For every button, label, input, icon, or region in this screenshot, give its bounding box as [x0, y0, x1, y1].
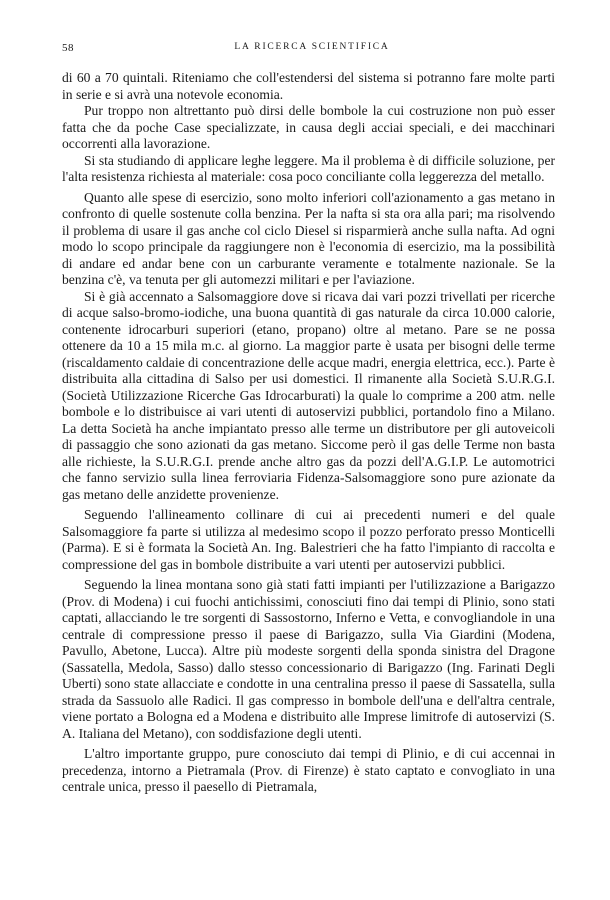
paragraph: Seguendo la linea montana sono già stati fatti impianti per l'utilizzazione a Barigazzo (Prov. di Modena) i cui fuochi antichissimi, conosciuti fino dai tempi di Plinio, sono stati captati, allacciando le tre sorgenti di Sassostorno, Inferno e Vetta, e convogliandole in una centrale di compressione presso il paese di Barigazzo, sulla Via Giardini (Modena, Pavullo, Abetone, Lucca). Altre più modeste sorgenti della sponda sinistra del Dragone (Sassatella, Medola, Sasso) dallo stesso concessionario di Barigazzo (Ing. Farinati Degli Uberti) sono state allacciate e condotte in una centralina presso il paese di Sassatella, sulla strada da Sassuolo alle Radici. Il gas compresso in bombole dell'una e dell'altra centrale, viene portato a Bologna ed a Modena e distribuito alle Imprese limitrofe di autoservizi (S. A. Italiana del Metano), con soddisfazione degli utenti.: [62, 577, 555, 741]
paragraph: Si sta studiando di applicare leghe leggere. Ma il problema è di difficile soluzione, per l'alta resistenza richiesta al materiale: cosa poco conciliante colla leggerezza del metallo.: [62, 152, 555, 184]
paragraph: Si è già accennato a Salsomaggiore dove si ricava dai vari pozzi trivellati per ricerche di acque salso-bromo-iodiche, una buona quantità di gas naturale da circa 10.000 calorie, contenente idrocarburi superiori (etano, propano) oltre al metano. Pare se ne possa ottenere da 10 a 15 mila m.c. al giorno. La maggior parte è usata per bisogni delle terme (riscaldamento caldaie di concentrazione delle acque madri, energia elettrica, ecc.). Parte è distribuita alla cittadina di Salso per usi domestici. Il rimanente alla Società S.U.R.G.I. (Società Utilizzazione Ricerche Gas Idrocarburati) la quale lo comprime a 200 atm. nelle bombole e lo distribuisce ai vari utenti di autoservizi pubblici, portandolo fino a Milano. La detta Società ha anche impiantato presso alle terme un distributore per gli autoveicoli di passaggio che sono azionati da gas metano. Siccome però il gas delle Terme non basta alle richieste, la S.U.R.G.I. prende anche altro gas da pozzi dell'A.G.I.P. Le automotrici che fanno servizio sulla linea ferroviaria Fidenza-Salsomaggiore sono pure azionate da gas metano delle anzidette provenienze.: [62, 288, 556, 502]
running-title: LA RICERCA SCIENTIFICA: [234, 42, 390, 52]
paragraph: Pur troppo non altrettanto può dirsi delle bombole la cui costruzione non può esser fatta che da poche Case specializzate, in causa degli acciai speciali, e dei macchinari occorrenti alla lavorazione.: [62, 103, 555, 151]
paragraph: Quanto alle spese di esercizio, sono molto inferiori coll'azionamento a gas metano in confronto di quelle sostenute colla benzina. Per la nafta si sta ora alla pari; ma risolvendo il problema di usare il gas anche col ciclo Diesel si risparmierà anche sulla nafta. Ad ogni modo lo scopo principale da raggiungere non è l'economia di esercizio, ma la possibilità di andare ed andar bene con un carburante veramente e totalmente nazionale. Se la benzina c'è, va tenuta per gli automezzi militari e per l'aviazione.: [62, 189, 555, 287]
page-number: 58: [62, 42, 74, 54]
running-header: [62, 42, 562, 58]
paragraph: L'altro importante gruppo, pure conosciuto dai tempi di Plinio, e di cui accennai in precedenza, intorno a Pietramala (Prov. di Firenze) è stato captato e convogliato in una centrale unica, presso il paesello di Pietramala,: [62, 746, 555, 794]
body-text: [62, 70, 555, 796]
paragraph: di 60 a 70 quintali. Riteniamo che coll'estendersi del sistema si potranno fare molte parti in serie e si avrà una notevole economia.: [62, 70, 555, 102]
paragraph: Seguendo l'allineamento collinare di cui ai precedenti numeri e del quale Salsomaggiore fa parte si utilizza al medesimo scopo il pozzo perforato presso Monticelli (Parma). E si è formata la Società An. Ing. Balestrieri che ha fatto l'impianto di raccolta e compressione del gas in bombole distribuite a vari utenti per autoservizi pubblici.: [62, 507, 555, 572]
